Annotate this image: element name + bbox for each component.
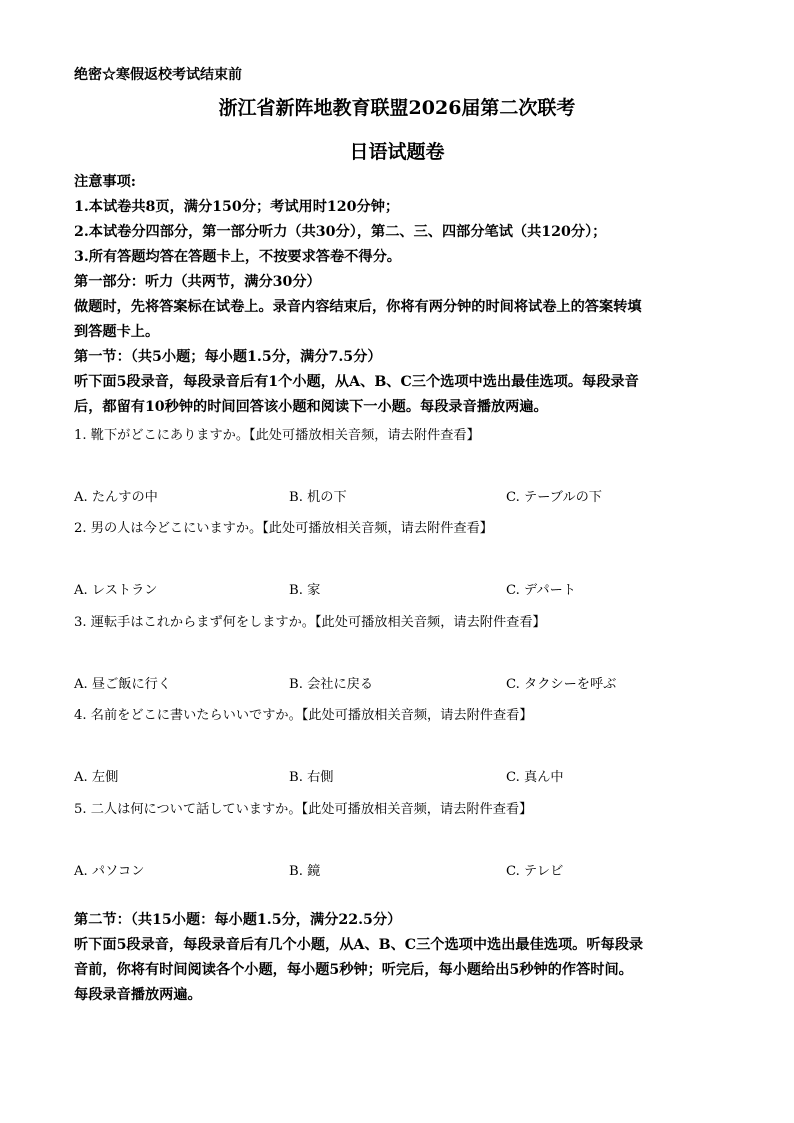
question-3-option-b: B. 会社に戻る [289, 677, 374, 692]
question-3-option-c: C. タクシーを呼ぶ [506, 677, 617, 692]
part1-instruction: 做题时，先将答案标在试卷上。录音内容结束后，你将有两分钟的时间将试卷上的答案转填 [74, 299, 642, 315]
question-2-text: 2. 男の人は今どこにいますか。【此处可播放相关音频，请去附件查看】 [74, 521, 493, 536]
exam-subtitle: 日语试题卷 [349, 141, 445, 163]
question-1-option-a: A. たんすの中 [74, 490, 158, 505]
notes-item: 3.所有答题均答在答题卡上，不按要求答卷不得分。 [74, 249, 401, 265]
section1-instruction: 听下面5段录音，每段录音后有1个小题，从A、B、C三个选项中选出最佳选项。每段录音 [74, 374, 639, 390]
question-3-option-a: A. 昼ご飯に行く [74, 677, 172, 692]
confidential-label: 绝密☆寒假返校考试结束前 [74, 67, 242, 83]
notes-item: 2.本试卷分四部分，第一部分听力（共30分），第二、三、四部分笔试（共120分）； [74, 224, 607, 240]
question-4-option-c: C. 真ん中 [506, 770, 564, 785]
question-4-text: 4. 名前をどこに書いたらいいですか。【此处可播放相关音频，请去附件查看】 [74, 708, 533, 723]
section2-heading: 第二节：（共15小题：每小题1.5分，满分22.5分） [74, 912, 402, 928]
question-4-option-a: A. 左側 [74, 770, 119, 785]
question-5-option-b: B. 鏡 [289, 864, 321, 879]
question-5-text: 5. 二人は何について話していますか。【此处可播放相关音频，请去附件查看】 [74, 802, 533, 817]
question-1-option-b: B. 机の下 [289, 490, 347, 505]
part1-instruction: 到答题卡上。 [74, 324, 160, 340]
notes-heading: 注意事项: [74, 174, 136, 190]
section1-instruction: 后，都留有10秒钟的时间回答该小题和阅读下一小题。每段录音播放两遍。 [74, 399, 548, 415]
part1-heading: 第一部分：听力（共两节，满分30分） [74, 274, 321, 290]
section1-heading: 第一节：（共5小题；每小题1.5分，满分7.5分） [74, 349, 382, 365]
section2-instruction: 每段录音播放两遍。 [74, 987, 202, 1003]
question-5-option-a: A. パソコン [74, 864, 145, 879]
question-4-option-b: B. 右側 [289, 770, 334, 785]
notes-item: 1.本试卷共8页，满分150分；考试用时120分钟； [74, 199, 400, 215]
question-2-option-b: B. 家 [289, 583, 321, 598]
question-2-option-a: A. レストラン [74, 583, 158, 598]
question-5-option-c: C. テレビ [506, 864, 564, 879]
section2-instruction: 音前，你将有时间阅读各个小题，每小题5秒钟；听完后，每小题给出5秒钟的作答时间。 [74, 962, 633, 978]
section2-instruction: 听下面5段录音，每段录音后有几个小题，从A、B、C三个选项中选出最佳选项。听每段录 [74, 937, 644, 953]
question-1-text: 1. 靴下がどこにありますか。【此处可播放相关音频，请去附件查看】 [74, 428, 480, 443]
exam-title: 浙江省新阵地教育联盟2026届第二次联考 [218, 97, 576, 119]
question-1-option-c: C. テーブルの下 [506, 490, 602, 505]
question-3-text: 3. 運転手はこれからまず何をしますか。【此处可播放相关音频，请去附件查看】 [74, 615, 546, 630]
question-2-option-c: C. デパート [506, 583, 576, 598]
